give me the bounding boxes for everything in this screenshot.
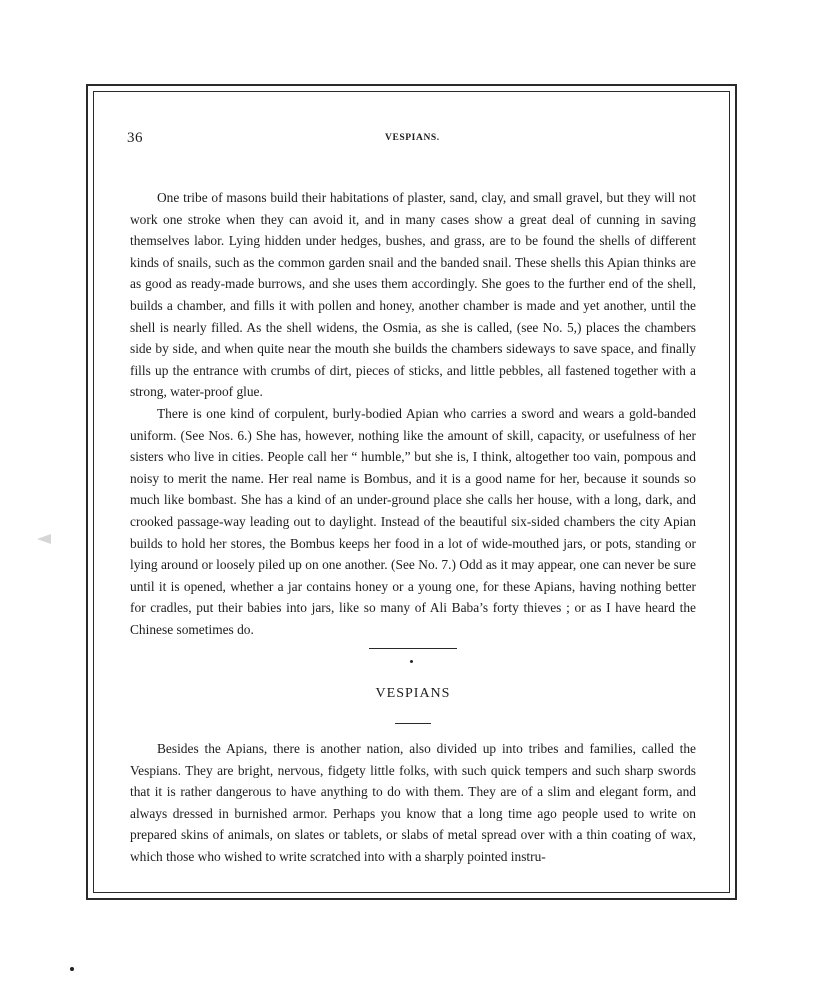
- page-number: 36: [127, 130, 143, 146]
- section-title: VESPIANS: [375, 686, 451, 701]
- main-text-block: [130, 187, 696, 640]
- section-text-block: [130, 738, 696, 868]
- paragraph-osmia: One tribe of masons build their habitations of plaster, sand, clay, and small gravel, but they will not work one stroke when they can avoid it, and in many cases show a great deal of cunning in saving themselves labor. Lying hidden under hedges, bushes, and grass, are to be found the shells of different kinds of snails, such as the common garden snail and the banded snail. These shells this Apian thinks are as good as ready-made burrows, and she uses them accordingly. She goes to the further end of the shell, builds a chamber, and fills it with pollen and honey, another chamber is made and yet another, until the shell is nearly filled. As the shell widens, the Osmia, as she is called, (see No. 5,) places the chambers side by side, and when quite near the mouth she builds the chambers sideways to save space, and finally fills up the entrance with crumbs of dirt, pieces of sticks, and little pebbles, all fastened together with a strong, water-proof glue.: [130, 190, 696, 400]
- divider-dot: [410, 660, 413, 663]
- paragraph-vespians: Besides the Apians, there is another nation, also divided up into tribes and families, called the Vespians. They are bright, nervous, fidgety little folks, with such quick tempers and such sharp swords that it is rather dangerous to have anything to do with them. They are of a slim and elegant form, and always dressed in burnished armor. Perhaps you know that a long time ago people used to write on prepared skins of animals, on slates or tablets, or slabs of metal spread over with a thin coating of wax, which those who wished to write scratched into with a sharply pointed instru-: [130, 741, 696, 864]
- paragraph-bombus: There is one kind of corpulent, burly-bodied Apian who carries a sword and wears a gold-banded uniform. (See Nos. 6.) She has, however, nothing like the amount of skill, capacity, or usefulness of her sisters who live in cities. People call her “ humble,” but she is, I think, altogether too vain, pompous and noisy to merit the name. Her real name is Bombus, and it is a good name for her, because it sounds so much like bombast. She has a kind of an under-ground place she calls her house, with a long, dark, and crooked passage-way leading out to daylight. Instead of the beautiful six-sided chambers the city Apian builds to hold her stores, the Bombus keeps her food in a lot of wide-mouthed jars, or pots, standing or lying around or loosely piled up on one another. (See No. 7.) Odd as it may appear, one can never be sure until it is opened, whether a jar contains honey or a young one, for these Apians, having nothing better for cradles, put their babies into jars, like so many of Ali Baba’s forty thieves ; or as I have heard the Chinese sometimes do.: [130, 405, 696, 637]
- section-divider-bottom: [395, 723, 431, 724]
- print-speck: [70, 967, 74, 971]
- running-head: VESPIANS.: [385, 133, 440, 143]
- margin-arrow-mark: [37, 534, 51, 544]
- section-divider-top: [369, 648, 457, 649]
